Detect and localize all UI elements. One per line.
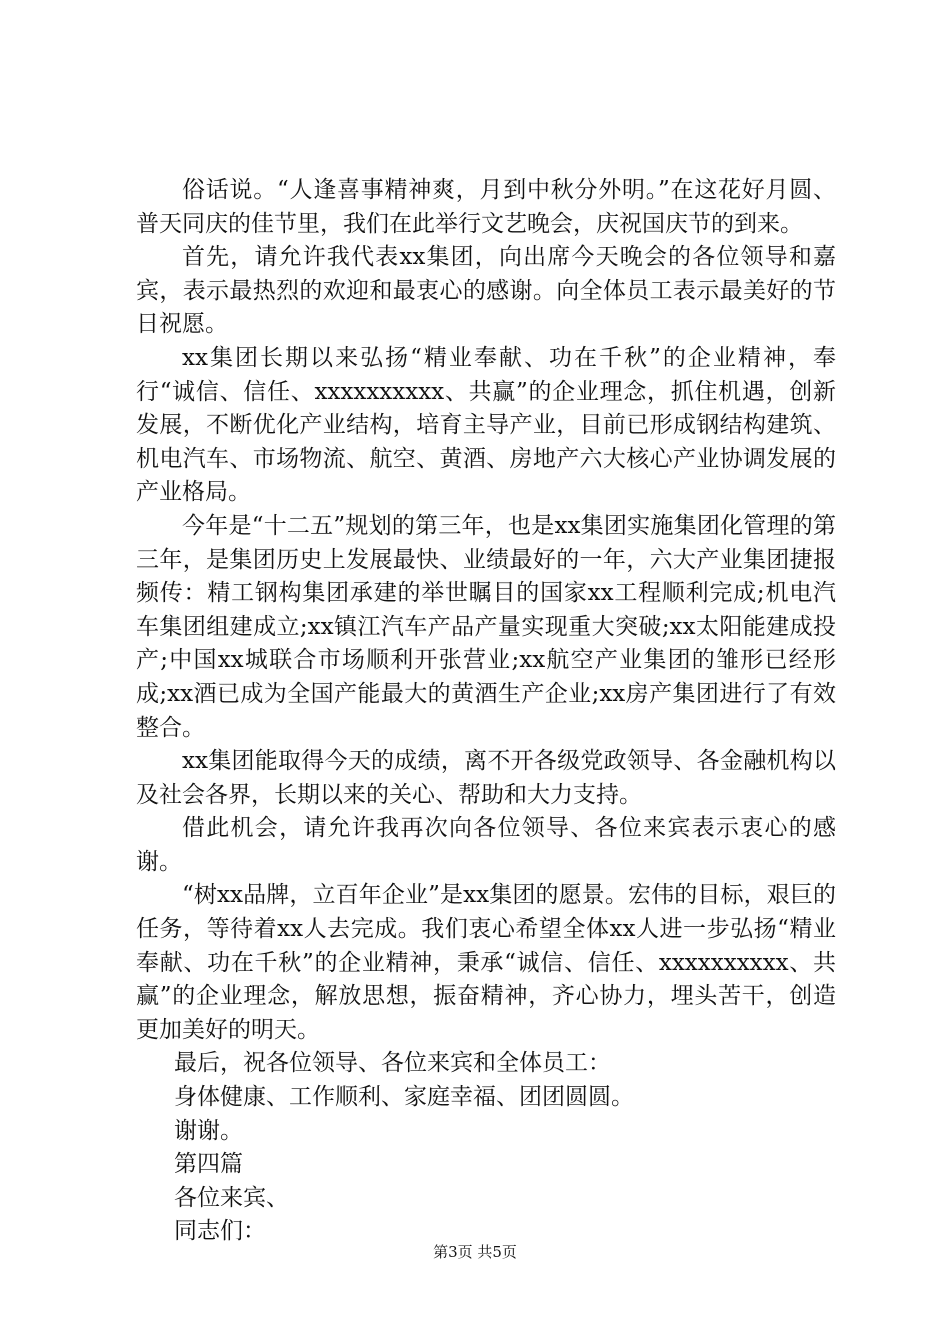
section-heading: 第四篇 — [174, 1151, 243, 1178]
paragraph: xx集团长期以来弘扬“精业奉献、功在千秋”的企业精神，奉行“诚信、信任、xxxxxxxxxx、共赢”的企业理念，抓住机遇，创新发展，不断优化产业结构，培育主导产业，目前已形成钢结构建筑、机电汽车、市场物流、航空、黄酒、房地产六大核心产业协调发展的产业格局。 — [136, 344, 836, 506]
salutation-line: 各位来宾、 — [174, 1184, 289, 1211]
paragraph: 借此机会，请允许我再次向各位领导、各位来宾表示衷心的感谢。 — [136, 815, 836, 875]
paragraph: 首先，请允许我代表xx集团，向出席今天晚会的各位领导和嘉宾，表示最热烈的欢迎和最衷心的感谢。向全体员工表示最美好的节日祝愿。 — [136, 244, 836, 338]
salutation-line: 同志们： — [174, 1218, 266, 1245]
closing-line: 最后，祝各位领导、各位来宾和全体员工： — [174, 1050, 611, 1077]
document-body — [136, 174, 836, 1249]
closing-line: 谢谢。 — [174, 1117, 243, 1144]
closing-line: 身体健康、工作顺利、家庭幸福、团团圆圆。 — [174, 1084, 634, 1111]
paragraph: 俗话说。“人逢喜事精神爽，月到中秋分外明。”在这花好月圆、普天同庆的佳节里，我们在此举行文艺晚会，庆祝国庆节的到来。 — [136, 177, 836, 237]
paragraph: “树xx品牌，立百年企业”是xx集团的愿景。宏伟的目标，艰巨的任务，等待着xx人去完成。我们衷心希望全体xx人进一步弘扬“精业奉献、功在千秋”的企业精神，秉承“诚信、信任、xxxxxxxxxx、共赢”的企业理念，解放思想，振奋精神，齐心协力，埋头苦干，创造更加美好的明天。 — [136, 882, 836, 1043]
page-number-footer: 第3页 共5页 — [433, 1243, 517, 1261]
paragraph: 今年是“十二五”规划的第三年，也是xx集团实施集团化管理的第三年，是集团历史上发展最快、业绩最好的一年，六大产业集团捷报频传：精工钢构集团承建的举世瞩目的国家xx工程顺利完成;机电汽车集团组建成立;xx镇江汽车产品产量实现重大突破;xx太阳能建成投产;中国xx城联合市场顺利开张营业;xx航空产业集团的雏形已经形成;xx酒已成为全国产能最大的黄酒生产企业;xx房产集团进行了有效整合。 — [136, 512, 836, 741]
paragraph: xx集团能取得今天的成绩，离不开各级党政领导、各金融机构以及社会各界，长期以来的关心、帮助和大力支持。 — [136, 748, 836, 808]
